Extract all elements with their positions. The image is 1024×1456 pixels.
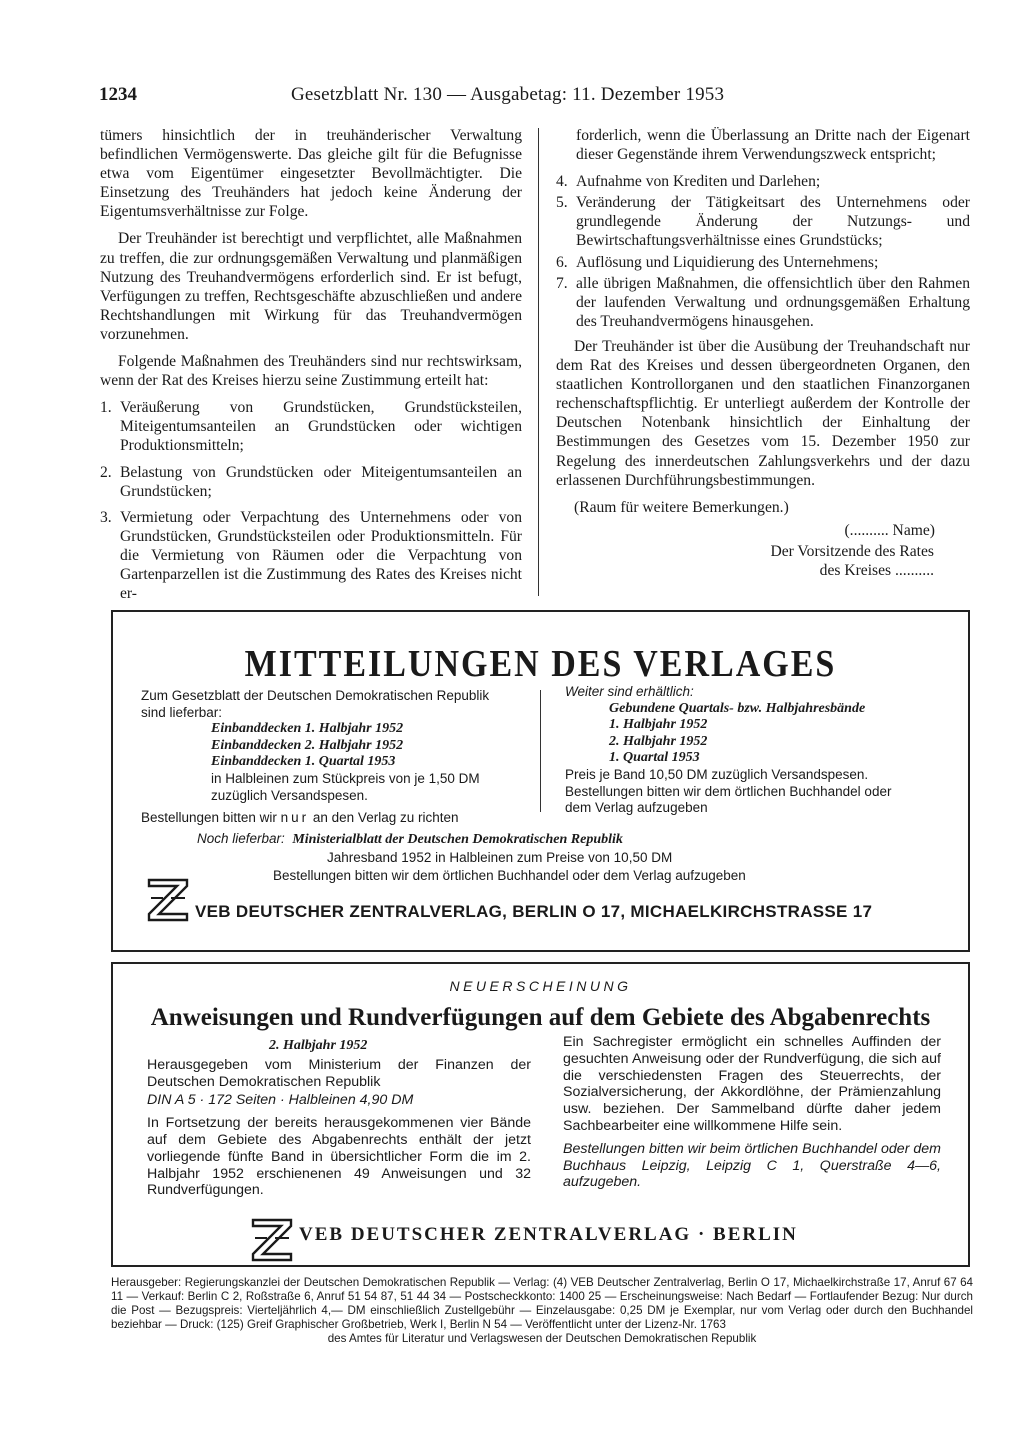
measures-list (556, 172, 970, 331)
notice-item: Einbanddecken 1. Quartal 1953 (211, 754, 396, 770)
notice-text: Bestellungen bitten wir dem örtlichen Buchhandel oder (565, 783, 892, 799)
also-available-label: Noch lieferbar: (197, 831, 285, 846)
release-right (563, 1034, 941, 1197)
page-number: 1234 (99, 84, 137, 105)
paragraph: Der Treuhänder ist berechtigt und verpflichtet, alle Maßnahmen zu treffen, die zur ordnungsgemäßen Verwaltung und planmäßigen Nutzung des Treuhandvermögens erforderlich sind. Er ist befugt, Verfügungen zu treffen, Rechtsgeschäfte abzuschließen und andere Rechtshandlungen mit Wirkung für das Treuhandvermögen vorzunehmen. (100, 230, 522, 343)
also-available-text: Bestellungen bitten wir dem örtlichen Buchhandel oder dem Verlag aufzugeben (273, 868, 746, 883)
header-title: Gesetzblatt Nr. 130 — Ausgabetag: 11. Dezember 1953 (291, 84, 725, 105)
imprint-text: des Amtes für Literatur und Verlagswesen der Deutschen Demokratischen Republik (327, 1332, 757, 1345)
paragraph: Folgende Maßnahmen des Treuhänders sind nur rechtswirksam, wenn der Rat des Kreises hierzu seine Zustimmung erteilt hat: (100, 353, 522, 390)
release-kicker: NEUERSCHEINUNG (449, 978, 632, 994)
order-text: an den Verlag zu richten (312, 810, 459, 826)
paragraph: forderlich, wenn die Überlassung an Dritte nach der Eigenart dieser Gegenstände ihrem Verwendungszweck entspricht; (576, 127, 970, 164)
measures-list (100, 398, 522, 603)
list-number: 3. (100, 508, 112, 526)
notice-text: in Halbleinen zum Stückpreis von je 1,50 DM (211, 770, 480, 786)
order-line (141, 810, 533, 827)
imprint-text: Herausgeber: Regierungskanzlei der Deutschen Demokratischen Republik — Verlag: (4) VEB Deutscher Zentralverlag, Berlin O 17, Michaelkirchstraße 17, Anruf 67 64 11 — Verkauf: Berlin C 2, Roßstraße 6, Anruf 51 54 87, 51 44 34 — Postscheckkonto: 1400 25 — Erscheinungsweise: Nach Bedarf — Fortlaufender Bezug: Nur durch die Post — Bezugspreis: Vierteljährlich 4,— DM einschließlich Zustellgebühr — Einzelausgabe: 0,25 DM je Exemplar, nur vom Verlag oder durch den Buchhandel beziehbar — Druck: (125) Greif Graphischer Großbetrieb, Werk I, Berlin N 54 — Veröffentlicht unter der Lizenz-Nr. 1763 (111, 1276, 973, 1331)
notice-text: dem Verlag aufzugeben (565, 800, 708, 816)
box-divider (540, 690, 541, 812)
list-item (556, 172, 970, 191)
list-text: alle übrigen Maßnahmen, die offensichtlich über den Rahmen der laufenden Verwaltung und ordnungsgemäßen Erhaltung des Treuhandvermögens hinausgehen. (576, 274, 970, 330)
notice-item: Einbanddecken 1. Halbjahr 1952 (211, 721, 404, 737)
publisher-name: VEB DEUTSCHER ZENTRALVERLAG · BERLIN (299, 1224, 798, 1245)
notice-text: zuzüglich Versandspesen. (211, 787, 368, 803)
release-description: In Fortsetzung der bereits herausgekommenen vier Bände auf dem Gebiete des Abgabenrechts enthält der jetzt vorliegende fünfte Band in übersichtlicher Form die im 2. Halbjahr 1952 erschienenen 49 Anweisungen und 32 Rundverfügungen. (147, 1115, 531, 1199)
release-title: Anweisungen und Rundverfügungen auf dem Gebiete des Abgabenrechts (150, 1004, 931, 1031)
list-text: Auflösung und Liquidierung des Unternehmens; (576, 253, 879, 271)
release-left (147, 1038, 531, 1205)
also-available (197, 830, 937, 885)
signature-role: des Kreises .......... (819, 561, 934, 579)
list-text: Veränderung der Tätigkeitsart des Unternehmens oder grundlegende Änderung der Nutzungs- und Bewirtschaftungsverhältnisse eines Grundstücks; (576, 194, 970, 250)
release-subtitle: 2. Halbjahr 1952 (269, 1038, 368, 1053)
notice-item: 1. Quartal 1953 (609, 750, 700, 766)
left-column (100, 126, 522, 610)
box-title: MITTEILUNGEN DES VERLAGES (244, 643, 837, 686)
list-text: Belastung von Grundstücken oder Miteigentumsanteilen an Grundstücken; (120, 463, 522, 500)
list-item (556, 253, 970, 272)
list-item (100, 398, 522, 455)
list-number: 7. (556, 274, 568, 292)
release-editor: Herausgegeben vom Ministerium der Finanzen der Deutschen Demokratischen Republik (147, 1056, 531, 1090)
publisher-name: VEB DEUTSCHER ZENTRALVERLAG, BERLIN O 17, MICHAELKIRCHSTRASSE 17 (195, 902, 873, 921)
column-divider (538, 128, 539, 596)
order-text: Bestellungen bitten wir (141, 810, 277, 826)
imprint (111, 1276, 973, 1346)
notice-text: Weiter sind erhältlich: (565, 684, 694, 699)
list-number: 1. (100, 399, 112, 417)
notice-item: Gebundene Quartals- bzw. Halbjahresbände (609, 700, 866, 716)
list-number: 4. (556, 173, 568, 191)
right-column (556, 126, 970, 580)
list-text: Veräußerung von Grundstücken, Grundstücksteilen, Miteigentumsanteilen an Grundstücken oder wichtigen Produktionsmitteln; (120, 399, 522, 455)
notice-text: Preis je Band 10,50 DM zuzüglich Versandspesen. (565, 766, 869, 782)
zentralverlag-logo-icon (143, 876, 193, 922)
remark: (Raum für weitere Bemerkungen.) (574, 498, 789, 516)
publisher-notice-box (111, 610, 970, 952)
list-item (556, 193, 970, 250)
paragraph: Der Treuhänder ist über die Ausübung der Treuhandschaft nur dem Rat des Kreises und dessen übergeordneten Organen, den staatlichen Kontrollorganen und den staatlichen Finanzorganen rechenschaftspflichtig. Er unterliegt außerdem der Kontrolle der Deutschen Notenbank hinsichtlich der Einhaltung der Bestimmungen des Gesetzes vom 15. Dezember 1950 zur Regelung des innerdeutschen Zahlungsverkehrs und der dazu erlassenen Durchführungsbestimmungen. (556, 337, 970, 489)
signature-role: Der Vorsitzende des Rates (770, 542, 934, 560)
list-text: Aufnahme von Krediten und Darlehen; (576, 173, 821, 191)
notice-left (141, 688, 533, 827)
also-available-line (197, 830, 937, 849)
list-item (556, 274, 970, 331)
signature-name: (.......... Name) (844, 521, 935, 539)
list-number: 6. (556, 253, 568, 271)
paragraph: tümers hinsichtlich der in treuhänderischer Verwaltung befindlichen Vermögenswerte. Das gleiche gilt für die Befugnisse etwa vom Eigentümer eingesetzter Bevollmächtigter. Die Einsetzung des Treuhänders hat jedoch keine Änderung der Eigentumsverhältnisse zur Folge. (100, 127, 522, 221)
order-emphasis: nur (280, 810, 310, 826)
notice-right (565, 684, 955, 817)
notice-item: 1. Halbjahr 1952 (609, 717, 708, 733)
new-release-box (111, 962, 970, 1267)
notice-item: 2. Halbjahr 1952 (609, 733, 708, 749)
list-item (100, 463, 522, 501)
notice-text: sind lieferbar: (141, 704, 223, 720)
also-available-text: Jahresband 1952 in Halbleinen zum Preise von 10,50 DM (327, 850, 673, 865)
notice-text: Zum Gesetzblatt der Deutschen Demokratischen Republik (141, 688, 490, 703)
list-number: 5. (556, 194, 568, 212)
list-text: Vermietung oder Verpachtung des Unternehmens oder von Grundstücken, Grundstücksteilen oder Produktionsmitteln. Für die Vermietung von Räumen oder die Verpachtung von Gartenparzellen ist die Zustimmung des Rates des Kreises nicht er- (120, 508, 522, 603)
page-header (99, 84, 979, 110)
release-description: Ein Sachregister ermöglicht ein schnelles Auffinden der gesuchten Anweisung oder der Rundverfügung, die sich auf die verschiedensten Fragen des Steuerrechts, der Sozialversicherung, der Akkordlöhne, der Prämienzahlung usw. beziehen. Der Sammelband dürfte daher jedem Sachbearbeiter eine willkommene Hilfe sein. (563, 1034, 941, 1134)
list-item (100, 508, 522, 603)
also-available-title: Ministerialblatt der Deutschen Demokratischen Republik (292, 832, 623, 847)
release-format: DIN A 5 · 172 Seiten · Halbleinen 4,90 DM (147, 1092, 414, 1109)
list-number: 2. (100, 463, 112, 481)
release-order: Bestellungen bitten wir beim örtlichen Buchhandel oder dem Buchhaus Leipzig, Leipzig C 1, Querstraße 4—6, aufzugeben. (563, 1140, 941, 1191)
notice-item: Einbanddecken 2. Halbjahr 1952 (211, 737, 404, 753)
zentralverlag-logo-icon (247, 1216, 297, 1262)
